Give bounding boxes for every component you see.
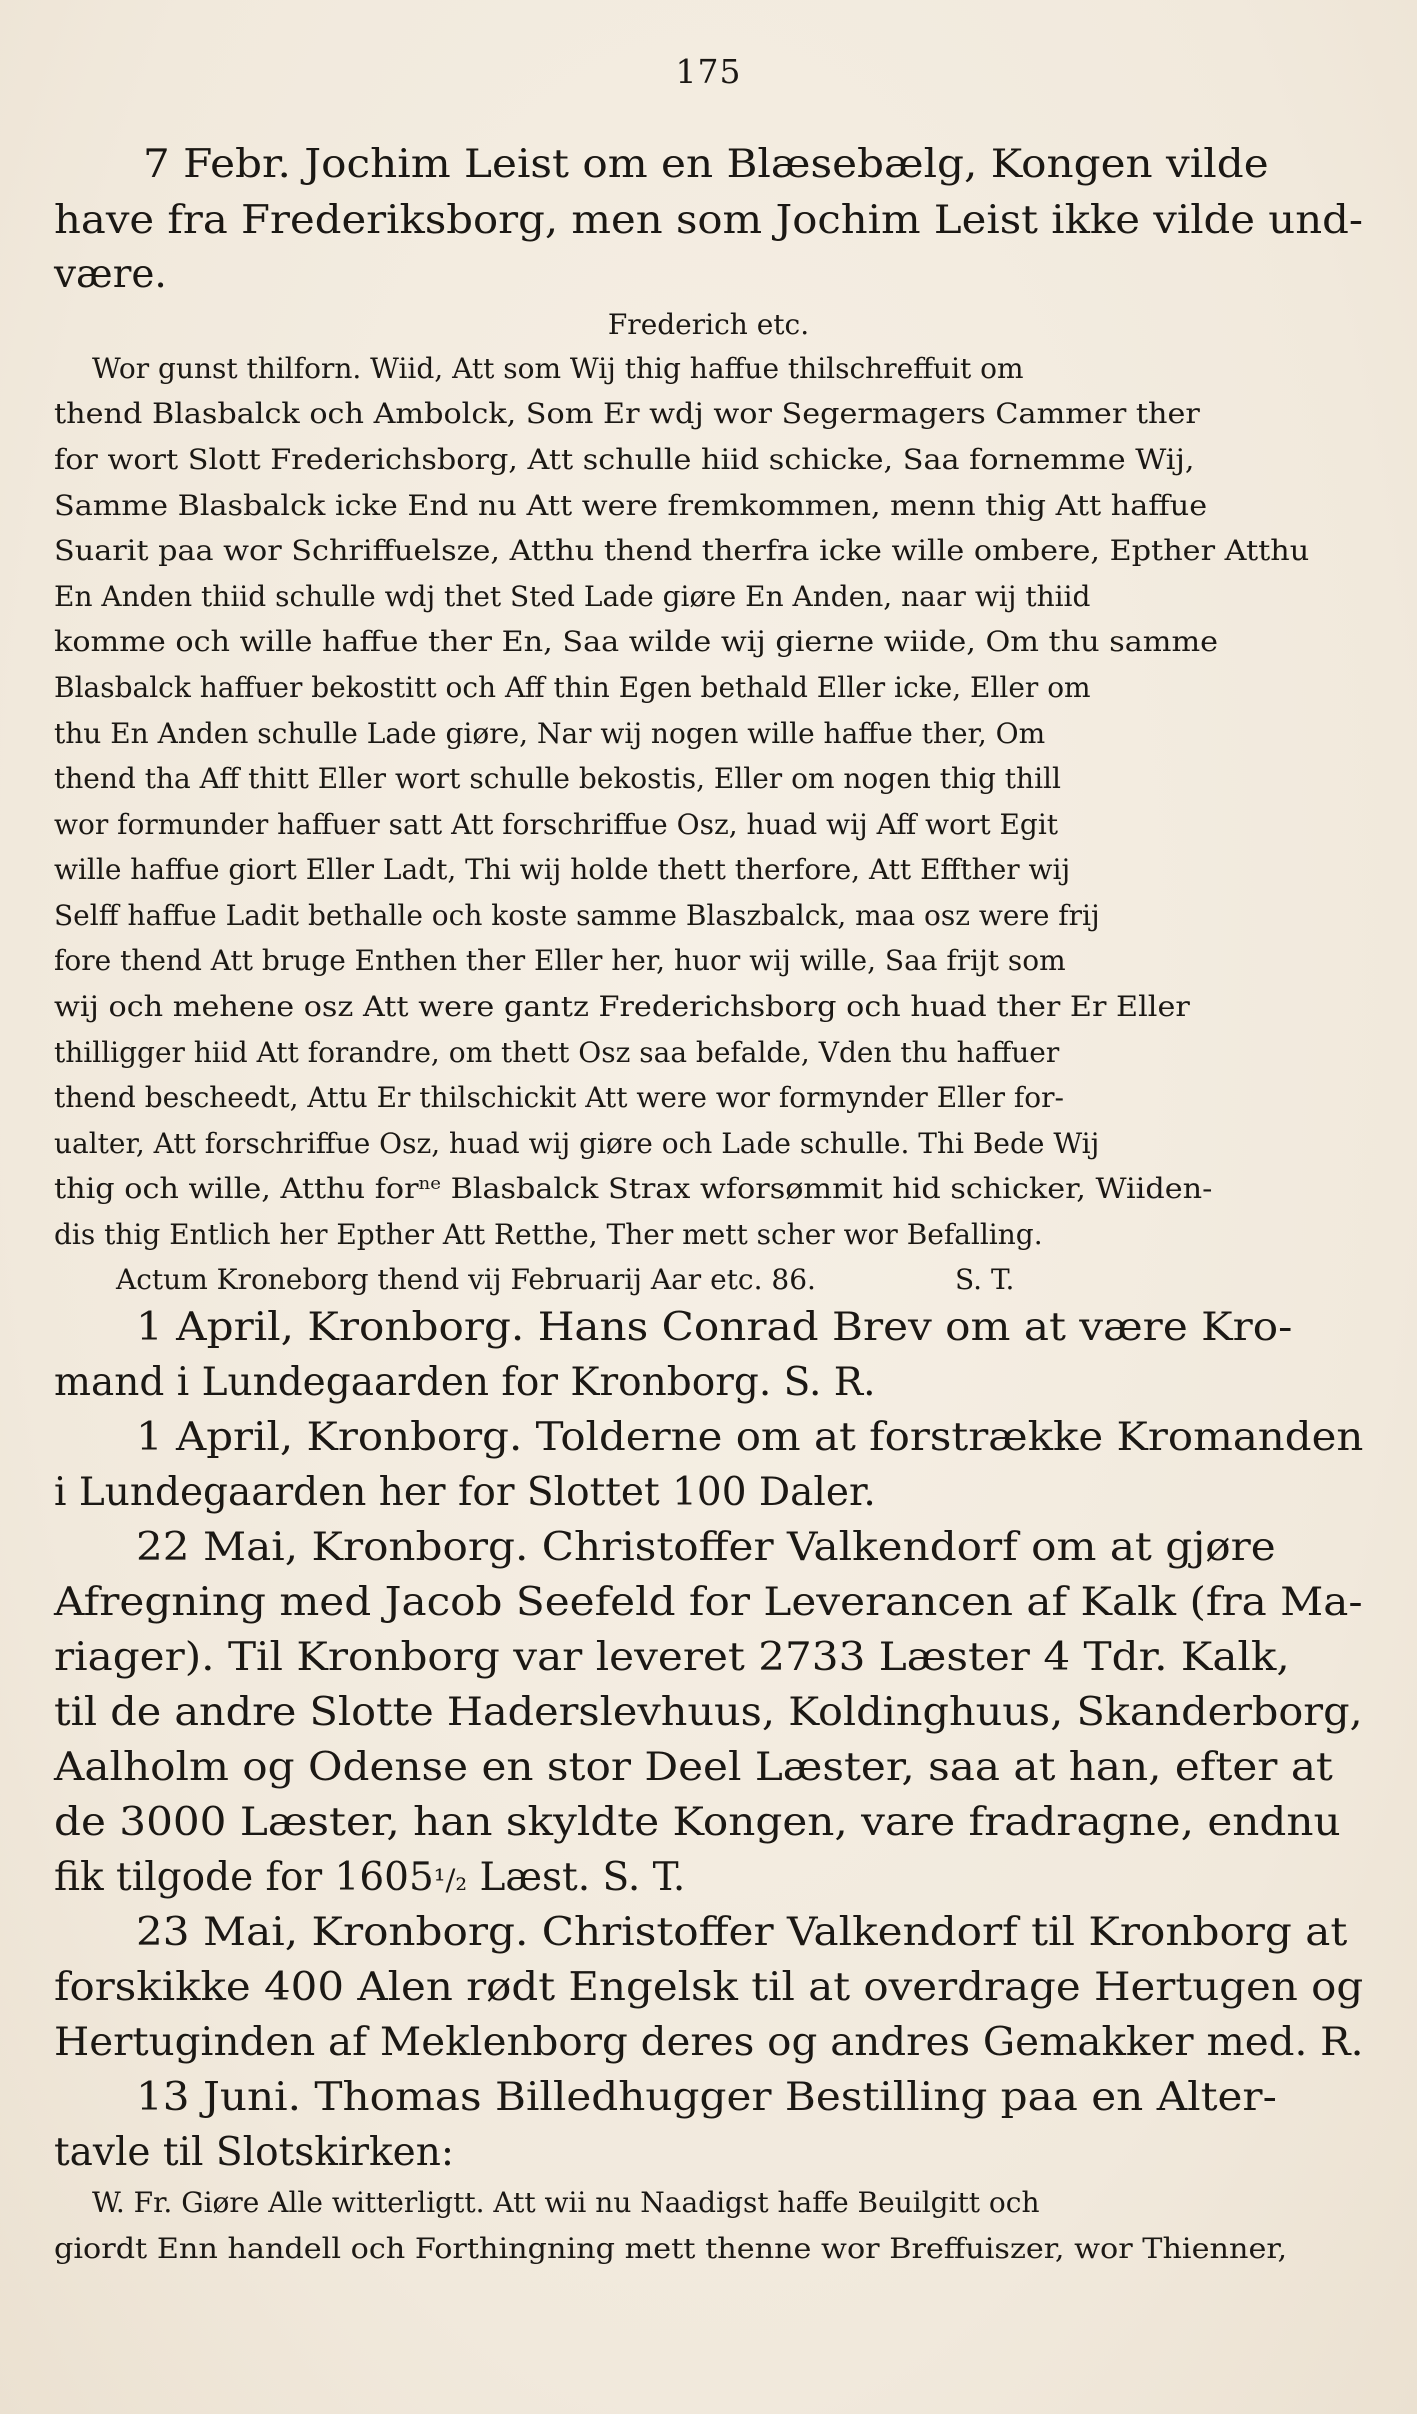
- letter-line: Wor gunst thilforn. Wiid, Att som Wij thig haffue thilschreffuit om: [92, 352, 1024, 385]
- letter-line: En Anden thiid schulle wdj thet Sted Lade giøre En Anden, naar wij thiid: [54, 580, 1091, 613]
- entry-line: have fra Frederiksborg, men som Jochim Leist ikke vilde und-: [54, 198, 1363, 243]
- entry-line: [54, 1855, 685, 1900]
- letter-line-start: thig och wille, Atthu for: [54, 1172, 419, 1205]
- letter-line: Suarit paa wor Schriffuelsze, Atthu thend therfra icke wille ombere, Epther Atthu: [54, 534, 1310, 567]
- entry-line-start: fik tilgode for 1605: [54, 1855, 434, 1900]
- entry-line: 1 April, Kronborg. Hans Conrad Brev om at være Kro-: [136, 1305, 1293, 1350]
- letter-line: giordt Enn handell och Forthingning mett thenne wor Breffuiszer, wor Thienner,: [54, 2232, 1288, 2265]
- entry-line-end: Læst. S. T.: [467, 1855, 686, 1900]
- entry-line: være.: [54, 252, 167, 297]
- letter-line: Samme Blasbalck icke End nu Att were fremkommen, menn thig Att haffue: [54, 489, 1208, 522]
- entry-line: 7 Febr. Jochim Leist om en Blæsebælg, Kongen vilde: [143, 142, 1269, 187]
- entry-line: til de andre Slotte Haderslevhuus, Koldinghuus, Skanderborg,: [54, 1690, 1363, 1735]
- entry-line: forskikke 400 Alen rødt Engelsk til at overdrage Hertugen og: [54, 1965, 1364, 2010]
- letter-line: [54, 1172, 1212, 1205]
- letter-line: W. Fr. Giøre Alle witterligtt. Att wii nu Naadigst haffe Beuilgitt och: [92, 2186, 1040, 2219]
- letter-line-rest: Blasbalck Strax wforsømmit hid schicker, Wiiden-: [440, 1172, 1213, 1205]
- entry-line: i Lundegaarden her for Slottet 100 Daler.: [54, 1470, 876, 1515]
- letter-line: thend tha Aff thitt Eller wort schulle bekostis, Eller om nogen thig thill: [54, 762, 1061, 795]
- entry-line: Aalholm og Odense en stor Deel Læster, saa at han, efter at: [54, 1745, 1333, 1790]
- letter-heading: Frederich etc.: [607, 308, 810, 341]
- letter-line: thend bescheedt, Attu Er thilschickit Att were wor formynder Eller for-: [54, 1081, 1064, 1114]
- letter-line: Blasbalck haffuer bekostitt och Aff thin Egen bethald Eller icke, Eller om: [54, 671, 1091, 704]
- letter-line: thend Blasbalck och Ambolck, Som Er wdj wor Segermagers Cammer ther: [54, 397, 1200, 430]
- entry-line: Afregning med Jacob Seefeld for Leverancen af Kalk (fra Ma-: [54, 1580, 1363, 1625]
- letter-line: wor formunder haffuer satt Att forschriffue Osz, huad wij Aff wort Egit: [54, 808, 1059, 841]
- letter-line: fore thend Att bruge Enthen ther Eller her, huor wij wille, Saa frijt som: [54, 944, 1066, 977]
- letter-line: dis thig Entlich her Epther Att Retthe, Ther mett scher wor Befalling.: [54, 1218, 1043, 1251]
- letter-line: ualter, Att forschriffue Osz, huad wij giøre och Lade schulle. Thi Bede Wij: [54, 1127, 1100, 1160]
- actum-signature: S. T.: [955, 1263, 1015, 1296]
- entry-line: mand i Lundegaarden for Kronborg. S. R.: [54, 1360, 876, 1405]
- page-number: 175: [675, 52, 742, 91]
- letter-line: komme och wille haffue ther En, Saa wilde wij gierne wiide, Om thu samme: [54, 625, 1219, 658]
- letter-line: thilligger hiid Att forandre, om thett Osz saa befalde, Vden thu haffuer: [54, 1036, 1060, 1069]
- letter-line: wij och mehene osz Att were gantz Frederichsborg och huad ther Er Eller: [54, 990, 1190, 1023]
- letter-line: for wort Slott Frederichsborg, Att schulle hiid schicke, Saa fornemme Wij,: [54, 443, 1195, 476]
- entry-line: 13 Juni. Thomas Billedhugger Bestilling paa en Alter-: [136, 2075, 1277, 2120]
- entry-line: de 3000 Læster, han skyldte Kongen, vare fradragne, endnu: [54, 1800, 1341, 1845]
- superscript-abbrev: ne: [418, 1172, 441, 1193]
- entry-line: Hertuginden af Meklenborg deres og andres Gemakker med. R.: [54, 2020, 1364, 2065]
- entry-line: riager). Til Kronborg var leveret 2733 Læster 4 Tdr. Kalk,: [54, 1635, 1290, 1680]
- entry-line: 1 April, Kronborg. Tolderne om at forstrække Kromanden: [136, 1415, 1364, 1460]
- actum-line: Actum Kroneborg thend vij Februarij Aar etc. 86.: [116, 1263, 816, 1296]
- fraction: ¹/₂: [433, 1863, 468, 1897]
- entry-line: 23 Mai, Kronborg. Christoffer Valkendorf til Kronborg at: [136, 1910, 1348, 1955]
- letter-line: Selff haffue Ladit bethalle och koste samme Blaszbalck, maa osz were frij: [54, 899, 1100, 932]
- letter-line: thu En Anden schulle Lade giøre, Nar wij nogen wille haffue ther, Om: [54, 717, 1046, 750]
- entry-line: 22 Mai, Kronborg. Christoffer Valkendorf om at gjøre: [136, 1525, 1276, 1570]
- entry-line: tavle til Slotskirken:: [54, 2130, 454, 2175]
- letter-line: wille haffue giort Eller Ladt, Thi wij holde thett therfore, Att Effther wij: [54, 853, 1071, 886]
